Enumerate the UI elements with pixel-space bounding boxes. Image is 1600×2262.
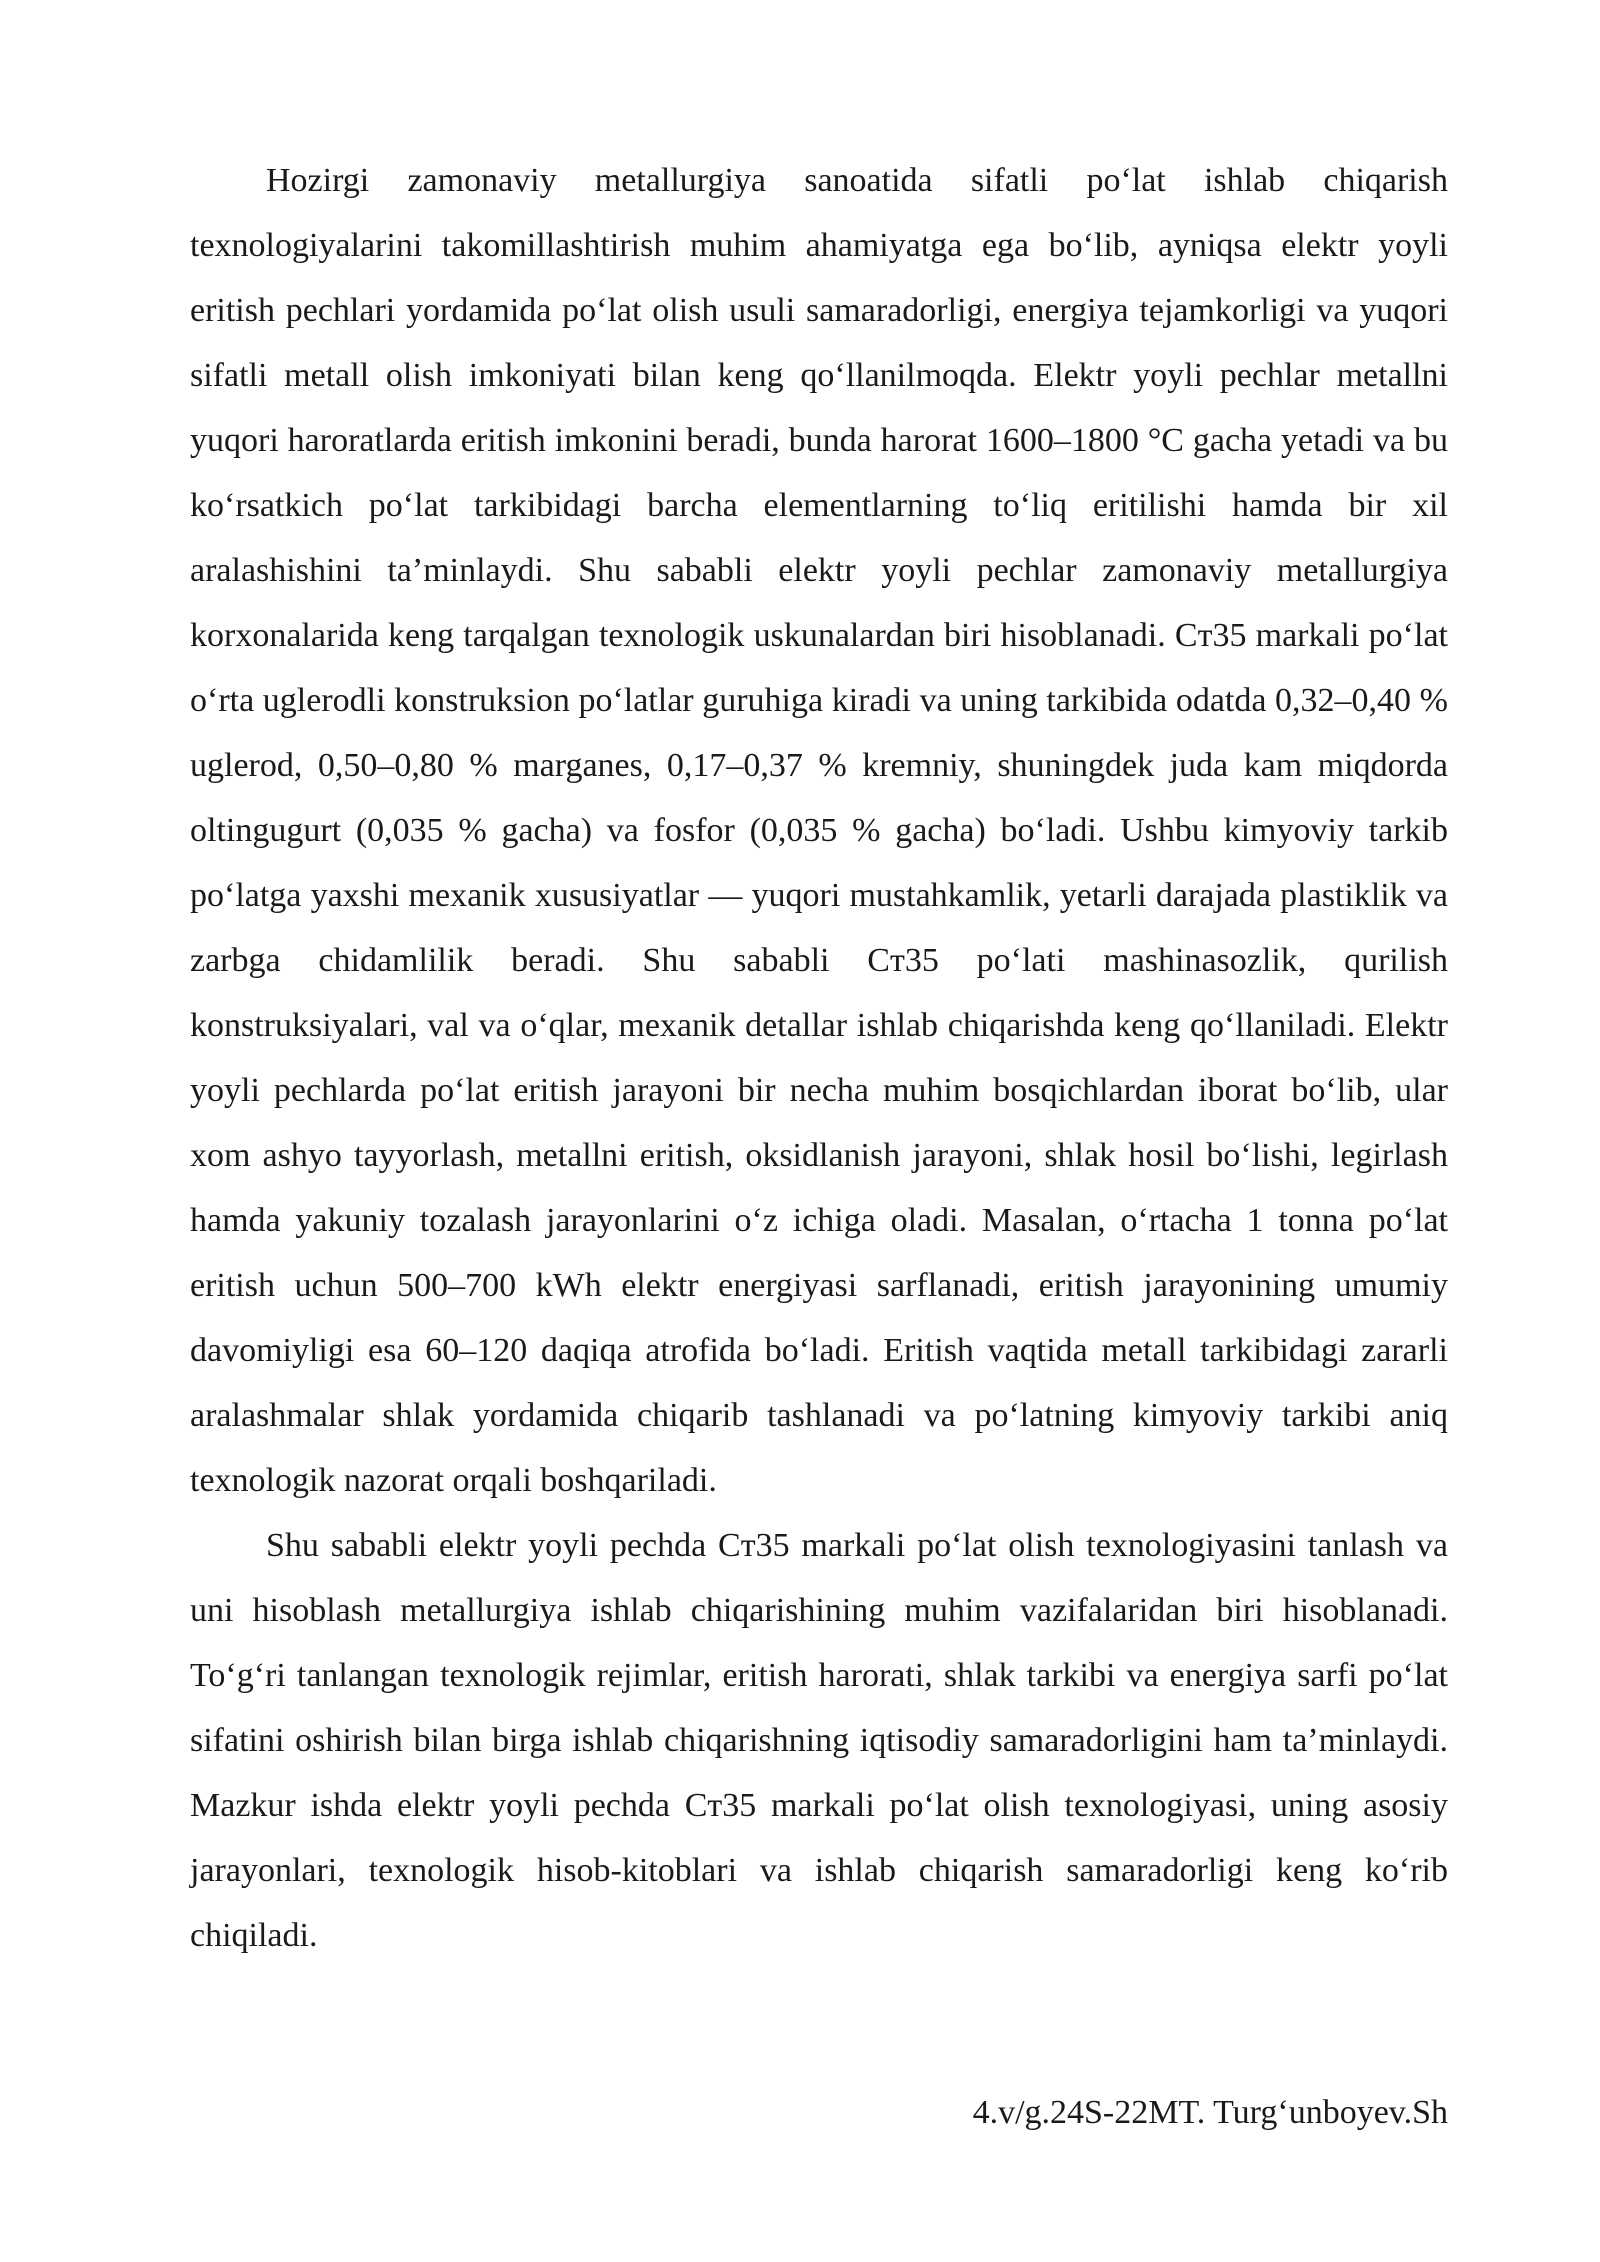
author-signature: 4.v/g.24S-22MT. Turg‘unboyev.Sh	[972, 2094, 1448, 2131]
paragraph-intro: Hozirgi zamonaviy metallurgiya sanoatida sifatli po‘lat ishlab chiqarish texnologiyalarini takomillashtirish muhim ahamiyatga ega bo‘lib, ayniqsa elektr yoyli eritish pechlari yordamida po‘lat olish usuli samaradorligi, energiya tejamkorligi va yuqori sifatli metall olish imkoniyati bilan keng qo‘llanilmoqda. Elektr yoyli pechlar metallni yuqori haroratlarda eritish imkonini beradi, bunda harorat 1600–1800 °C gacha yetadi va bu ko‘rsatkich po‘lat tarkibidagi barcha elementlarning to‘liq eritilishi hamda bir xil aralashishini ta’minlaydi. Shu sababli elektr yoyli pechlar zamonaviy metallurgiya korxonalarida keng tarqalgan texnologik uskunalardan biri hisoblanadi. Cт35 markali po‘lat o‘rta uglerodli konstruksion po‘latlar guruhiga kiradi va uning tarkibida odatda 0,32–0,40 % uglerod, 0,50–0,80 % marganes, 0,17–0,37 % kremniy, shuningdek juda kam miqdorda oltingugurt (0,035 % gacha) va fosfor (0,035 % gacha) bo‘ladi. Ushbu kimyoviy tarkib po‘latga yaxshi mexanik xususiyatlar — yuqori mustahkamlik, yetarli darajada plastiklik va zarbga chidamlilik beradi. Shu sababli Cт35 po‘lati mashinasozlik, qurilish konstruksiyalari, val va o‘qlar, mexanik detallar ishlab chiqarishda keng qo‘llaniladi. Elektr yoyli pechlarda po‘lat eritish jarayoni bir necha muhim bosqichlardan iborat bo‘lib, ular xom ashyo tayyorlash, metallni eritish, oksidlanish jarayoni, shlak hosil bo‘lishi, legirlash hamda yakuniy tozalash jarayonlarini o‘z ichiga oladi. Masalan, o‘rtacha 1 tonna po‘lat eritish uchun 500–700 kWh elektr energiyasi sarflanadi, eritish jarayonining umumiy davomiyligi esa 60–120 daqiqa atrofida bo‘ladi. Eritish vaqtida metall tarkibidagi zararli aralashmalar shlak yordamida chiqarib tashlanadi va po‘latning kimyoviy tarkibi aniq texnologik nazorat orqali boshqariladi.	[190, 162, 1448, 1499]
body-text	[190, 148, 1448, 1968]
paragraph-conclusion: Shu sababli elektr yoyli pechda Cт35 markali po‘lat olish texnologiyasini tanlash va uni hisoblash metallurgiya ishlab chiqarishining muhim vazifalaridan biri hisoblanadi. To‘g‘ri tanlangan texnologik rejimlar, eritish harorati, shlak tarkibi va energiya sarfi po‘lat sifatini oshirish bilan birga ishlab chiqarishning iqtisodiy samaradorligini ham ta’minlaydi. Mazkur ishda elektr yoyli pechda Cт35 markali po‘lat olish texnologiyasi, uning asosiy jarayonlari, texnologik hisob-kitoblari va ishlab chiqarish samaradorligi keng ko‘rib chiqiladi.	[190, 1527, 1448, 1954]
